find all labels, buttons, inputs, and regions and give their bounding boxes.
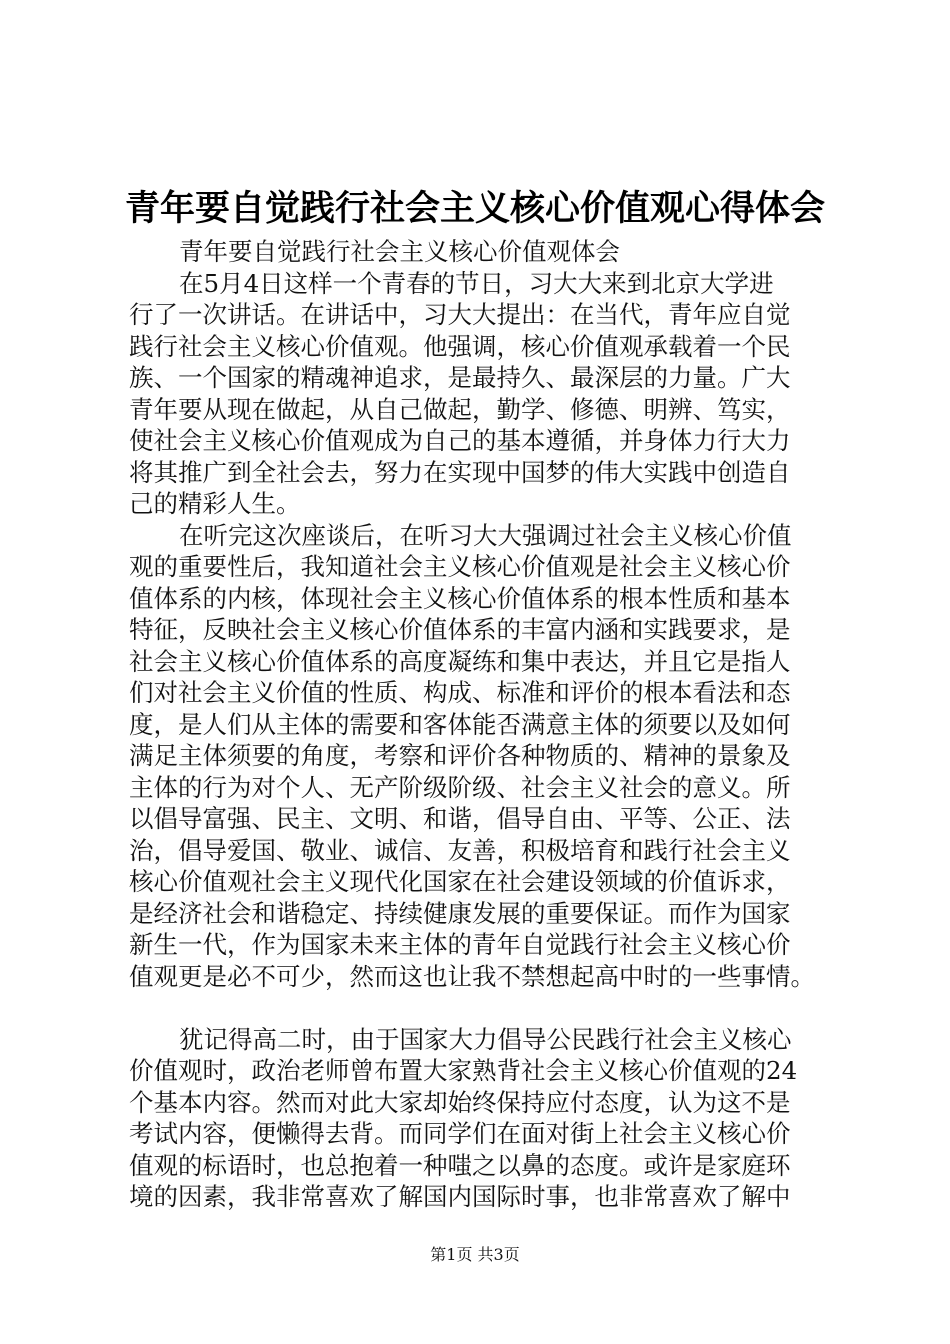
paragraph-1-line-4: 族、一个国家的精魂神追求，是最持久、最深层的力量。广大 xyxy=(129,363,791,392)
paragraph-2-line-11: 治，倡导爱国、敬业、诚信、友善，积极培育和践行社会主义 xyxy=(129,835,791,865)
paragraph-2-line-7: 度，是人们从主体的需要和客体能否满意主体的须要以及如何 xyxy=(129,709,791,739)
paragraph-1-line-6: 使社会主义核心价值观成为自己的基本遵循，并身体力行大力 xyxy=(129,426,791,455)
paragraph-2-line-15: 值观更是必不可少，然而这也让我不禁想起高中时的一些事情。 xyxy=(129,961,815,991)
paragraph-1-line-7: 将其推广到全社会去，努力在实现中国梦的伟大实践中创造自 xyxy=(129,457,791,487)
paragraph-3-line-5: 值观的标语时，也总抱着一种嗤之以鼻的态度。或许是家庭环 xyxy=(129,1150,791,1180)
paragraph-2-line-5: 社会主义核心价值体系的高度凝练和集中表达，并且它是指人 xyxy=(129,646,791,676)
paragraph-2-line-4: 特征，反映社会主义核心价值体系的丰富内涵和实践要求，是 xyxy=(129,615,791,644)
paragraph-2-line-6: 们对社会主义价值的性质、构成、标准和评价的根本看法和态 xyxy=(129,678,791,707)
paragraph-spacer xyxy=(129,992,835,1024)
paragraph-1-line-5: 青年要从现在做起，从自己做起，勤学、修德、明辨、笃实， xyxy=(129,394,791,424)
paragraph-1-line-3: 践行社会主义核心价值观。他强调，核心价值观承载着一个民 xyxy=(129,331,791,361)
document-title: 青年要自觉践行社会主义核心价值观心得体会 xyxy=(124,189,825,229)
paragraph-3-line-6: 境的因素，我非常喜欢了解国内国际时事，也非常喜欢了解中 xyxy=(129,1182,791,1211)
document-subtitle: 青年要自觉践行社会主义核心价值观体会 xyxy=(179,237,620,266)
page-footer: 第1页 共3页 xyxy=(430,1245,520,1264)
paragraph-3-line-2: 价值观时，政治老师曾布置大家熟背社会主义核心价值观的24 xyxy=(129,1056,798,1085)
paragraph-2-line-9: 主体的行为对个人、无产阶级阶级、社会主义社会的意义。所 xyxy=(129,772,791,802)
paragraph-1-line-8: 己的精彩人生。 xyxy=(129,489,301,518)
paragraph-3-line-1: 犹记得高二时，由于国家大力倡导公民践行社会主义核心 xyxy=(179,1024,792,1054)
paragraph-2-line-3: 值体系的内核，体现社会主义核心价值体系的根本性质和基本 xyxy=(129,583,791,613)
paragraph-1-line-1: 在5月4日这样一个青春的节日，习大大来到北京大学进 xyxy=(179,268,774,298)
paragraph-3-line-4: 考试内容，便懒得去背。而同学们在面对街上社会主义核心价 xyxy=(129,1119,791,1148)
paragraph-2-line-8: 满足主体须要的角度，考察和评价各种物质的、精神的景象及 xyxy=(129,741,791,770)
paragraph-2-line-12: 核心价值观社会主义现代化国家在社会建设领域的价值诉求， xyxy=(129,867,791,896)
paragraph-1-line-2: 行了一次讲话。在讲话中，习大大提出：在当代，青年应自觉 xyxy=(129,300,791,329)
paragraph-2-line-10: 以倡导富强、民主、文明、和谐，倡导自由、平等、公正、法 xyxy=(129,804,791,833)
document-body xyxy=(129,236,835,1213)
paragraph-3-line-3: 个基本内容。然而对此大家却始终保持应付态度，认为这不是 xyxy=(129,1087,791,1117)
paragraph-2-line-14: 新生一代，作为国家未来主体的青年自觉践行社会主义核心价 xyxy=(129,930,791,959)
paragraph-2-line-1: 在听完这次座谈后，在听习大大强调过社会主义核心价值 xyxy=(179,520,792,550)
paragraph-2-line-2: 观的重要性后，我知道社会主义核心价值观是社会主义核心价 xyxy=(129,552,791,581)
paragraph-2-line-13: 是经济社会和谐稳定、持续健康发展的重要保证。而作为国家 xyxy=(129,898,791,928)
